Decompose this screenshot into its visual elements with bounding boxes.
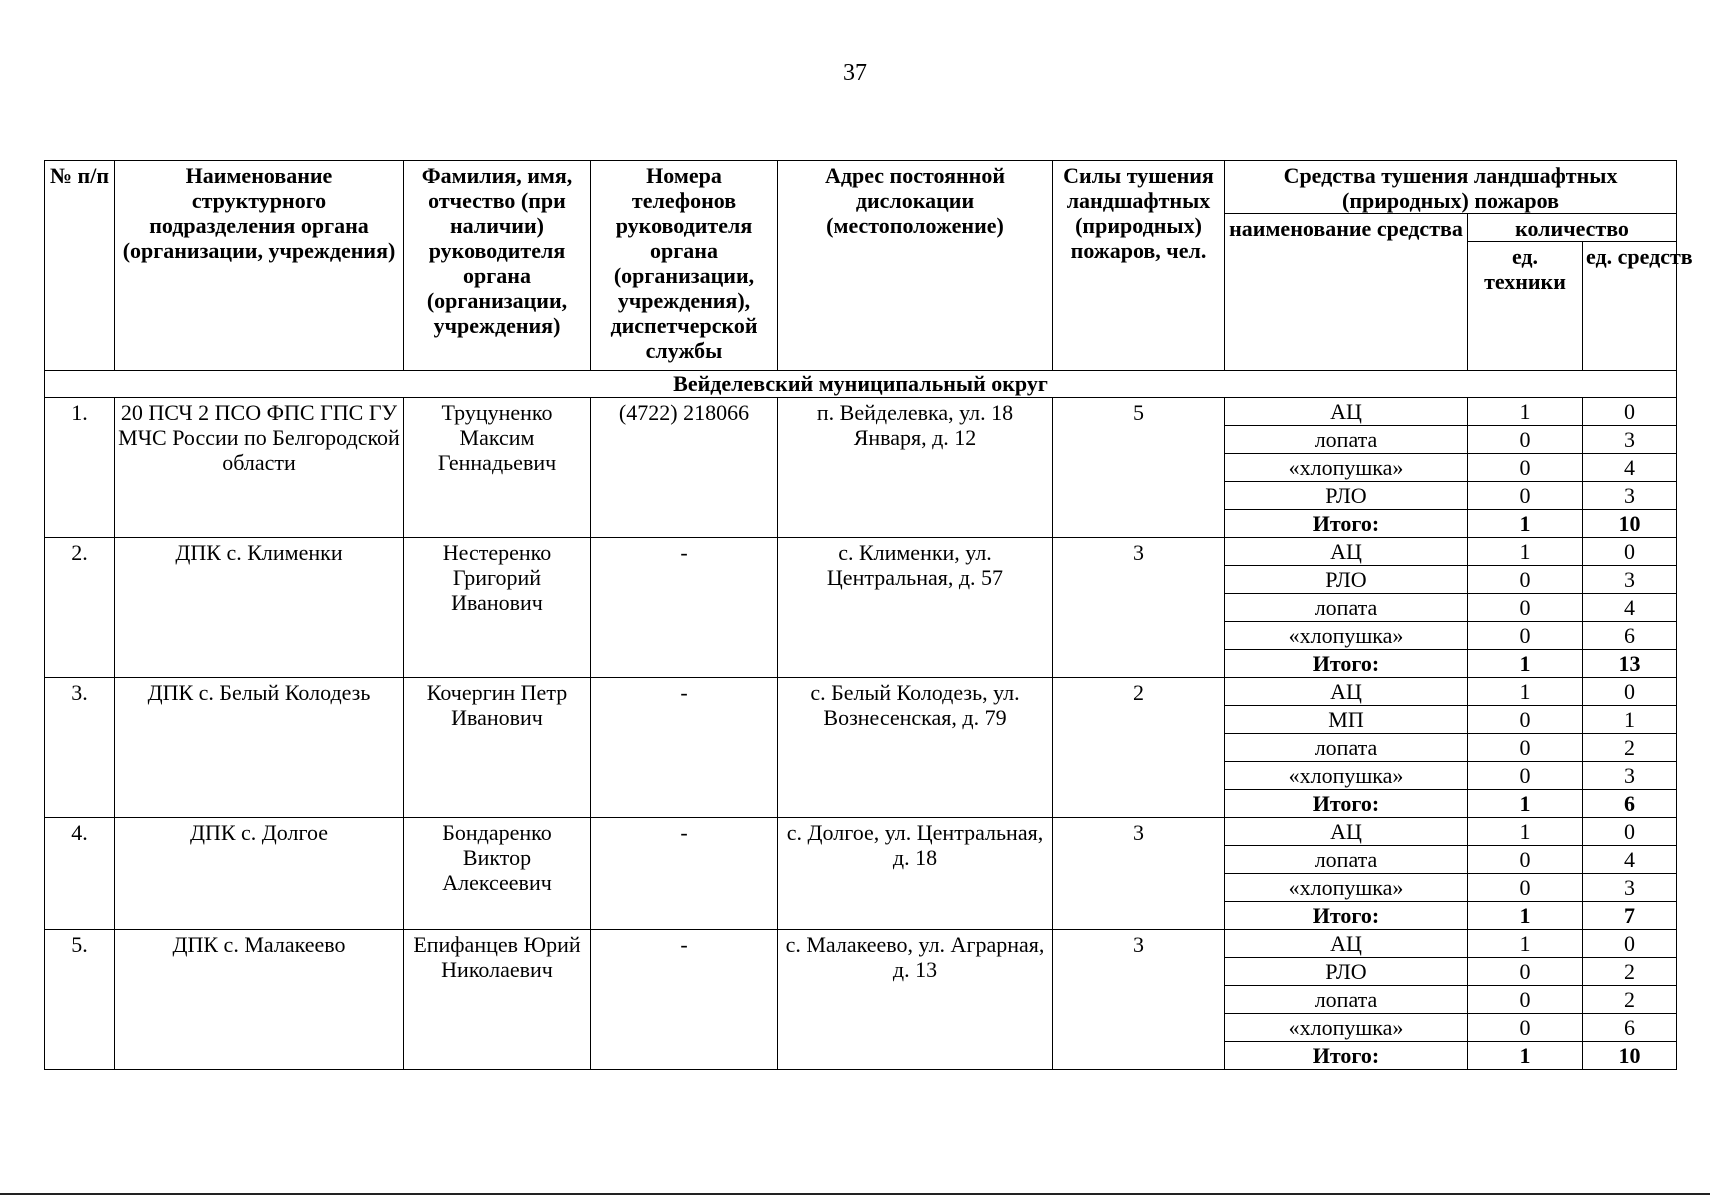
qty-sredstv: 6: [1583, 622, 1677, 650]
qty-tech: 0: [1468, 1014, 1583, 1042]
header-unit: Наименование структурного подразделения органа (организации, учреждения): [115, 161, 404, 371]
forces-count: 5: [1053, 398, 1225, 538]
means-name: «хлопушка»: [1225, 1014, 1468, 1042]
header-num: № п/п: [45, 161, 115, 371]
means-name: АЦ: [1225, 678, 1468, 706]
qty-tech: 0: [1468, 846, 1583, 874]
bottom-rule: [0, 1193, 1710, 1195]
table-row: [45, 930, 1677, 958]
head-name: Бондаренко Виктор Алексеевич: [404, 818, 591, 930]
qty-tech: 0: [1468, 482, 1583, 510]
phone: -: [591, 930, 778, 1070]
qty-tech: 0: [1468, 566, 1583, 594]
qty-tech: 1: [1468, 678, 1583, 706]
total-qty-tech: 1: [1468, 650, 1583, 678]
total-qty-sredstv: 10: [1583, 1042, 1677, 1070]
header-head-name: Фамилия, имя, отчество (при наличии) руководителя органа (организации, учреждения): [404, 161, 591, 371]
qty-sredstv: 0: [1583, 398, 1677, 426]
qty-sredstv: 4: [1583, 454, 1677, 482]
qty-tech: 0: [1468, 594, 1583, 622]
qty-sredstv: 4: [1583, 846, 1677, 874]
qty-tech: 0: [1468, 874, 1583, 902]
qty-tech: 1: [1468, 818, 1583, 846]
means-name: «хлопушка»: [1225, 762, 1468, 790]
qty-sredstv: 0: [1583, 538, 1677, 566]
address: с. Клименки, ул. Центральная, д. 57: [778, 538, 1053, 678]
qty-tech: 0: [1468, 762, 1583, 790]
means-name: АЦ: [1225, 538, 1468, 566]
head-name: Труцуненко Максим Геннадьевич: [404, 398, 591, 538]
address: с. Долгое, ул. Центральная, д. 18: [778, 818, 1053, 930]
means-name: «хлопушка»: [1225, 622, 1468, 650]
address: с. Белый Колодезь, ул. Вознесенская, д. 79: [778, 678, 1053, 818]
total-qty-tech: 1: [1468, 510, 1583, 538]
total-qty-sredstv: 13: [1583, 650, 1677, 678]
table-row: [45, 538, 1677, 566]
row-num: 1.: [45, 398, 115, 538]
unit-name: 20 ПСЧ 2 ПСО ФПС ГПС ГУ МЧС России по Белгородской области: [115, 398, 404, 538]
qty-sredstv: 3: [1583, 762, 1677, 790]
row-num: 4.: [45, 818, 115, 930]
qty-tech: 1: [1468, 930, 1583, 958]
means-name: РЛО: [1225, 482, 1468, 510]
qty-sredstv: 0: [1583, 930, 1677, 958]
head-name: Кочергин Петр Иванович: [404, 678, 591, 818]
means-name: АЦ: [1225, 398, 1468, 426]
total-qty-sredstv: 7: [1583, 902, 1677, 930]
total-label: Итого:: [1225, 1042, 1468, 1070]
total-label: Итого:: [1225, 790, 1468, 818]
means-name: АЦ: [1225, 818, 1468, 846]
phone: -: [591, 678, 778, 818]
qty-tech: 0: [1468, 622, 1583, 650]
row-num: 2.: [45, 538, 115, 678]
row-num: 5.: [45, 930, 115, 1070]
header-qty-tech: ед. техники: [1468, 242, 1583, 371]
unit-name: ДПК с. Белый Колодезь: [115, 678, 404, 818]
table-row: [45, 398, 1677, 426]
address: п. Вейделевка, ул. 18 Января, д. 12: [778, 398, 1053, 538]
qty-sredstv: 4: [1583, 594, 1677, 622]
means-name: лопата: [1225, 426, 1468, 454]
total-label: Итого:: [1225, 650, 1468, 678]
qty-sredstv: 2: [1583, 986, 1677, 1014]
qty-sredstv: 3: [1583, 482, 1677, 510]
means-name: «хлопушка»: [1225, 454, 1468, 482]
page-number: 37: [843, 60, 867, 86]
qty-tech: 0: [1468, 454, 1583, 482]
table-row: [45, 818, 1677, 846]
qty-sredstv: 0: [1583, 818, 1677, 846]
table-header: [45, 161, 1693, 371]
qty-sredstv: 2: [1583, 958, 1677, 986]
qty-tech: 1: [1468, 398, 1583, 426]
header-quantity: количество: [1468, 214, 1677, 242]
means-name: лопата: [1225, 986, 1468, 1014]
total-label: Итого:: [1225, 510, 1468, 538]
total-qty-tech: 1: [1468, 790, 1583, 818]
qty-tech: 0: [1468, 426, 1583, 454]
unit-name: ДПК с. Малакеево: [115, 930, 404, 1070]
qty-sredstv: 0: [1583, 678, 1677, 706]
phone: (4722) 218066: [591, 398, 778, 538]
row-num: 3.: [45, 678, 115, 818]
qty-tech: 0: [1468, 958, 1583, 986]
qty-sredstv: 2: [1583, 734, 1677, 762]
means-name: лопата: [1225, 734, 1468, 762]
means-name: лопата: [1225, 594, 1468, 622]
forces-count: 3: [1053, 538, 1225, 678]
header-means: Средства тушения ландшафтных (природных) пожаров: [1225, 161, 1677, 214]
qty-sredstv: 1: [1583, 706, 1677, 734]
header-qty-sredstv: ед. средств: [1583, 242, 1677, 371]
qty-sredstv: 3: [1583, 426, 1677, 454]
qty-sredstv: 6: [1583, 1014, 1677, 1042]
head-name: Епифанцев Юрий Николаевич: [404, 930, 591, 1070]
qty-tech: 1: [1468, 538, 1583, 566]
means-name: АЦ: [1225, 930, 1468, 958]
qty-sredstv: 3: [1583, 566, 1677, 594]
means-name: РЛО: [1225, 958, 1468, 986]
qty-tech: 0: [1468, 986, 1583, 1014]
total-qty-tech: 1: [1468, 902, 1583, 930]
header-means-name: наименование средства: [1225, 214, 1468, 371]
means-name: РЛО: [1225, 566, 1468, 594]
total-qty-sredstv: 6: [1583, 790, 1677, 818]
total-label: Итого:: [1225, 902, 1468, 930]
means-name: МП: [1225, 706, 1468, 734]
qty-sredstv: 3: [1583, 874, 1677, 902]
phone: -: [591, 818, 778, 930]
total-qty-tech: 1: [1468, 1042, 1583, 1070]
header-forces: Силы тушения ландшафтных (природных) пожаров, чел.: [1053, 161, 1225, 371]
forces-count: 3: [1053, 930, 1225, 1070]
means-name: «хлопушка»: [1225, 874, 1468, 902]
phone: -: [591, 538, 778, 678]
total-qty-sredstv: 10: [1583, 510, 1677, 538]
resources-table: [44, 160, 1693, 1070]
section-row: [45, 371, 1677, 398]
section-title: Вейделевский муниципальный округ: [45, 371, 1677, 398]
table-body: [45, 371, 1677, 1070]
unit-name: ДПК с. Долгое: [115, 818, 404, 930]
forces-count: 3: [1053, 818, 1225, 930]
address: с. Малакеево, ул. Аграрная, д. 13: [778, 930, 1053, 1070]
means-name: лопата: [1225, 846, 1468, 874]
head-name: Нестеренко Григорий Иванович: [404, 538, 591, 678]
header-address: Адрес постоянной дислокации (местоположение): [778, 161, 1053, 371]
qty-tech: 0: [1468, 734, 1583, 762]
header-phones: Номера телефонов руководителя органа (организации, учреждения), диспетчерской службы: [591, 161, 778, 371]
table-row: [45, 678, 1677, 706]
forces-count: 2: [1053, 678, 1225, 818]
unit-name: ДПК с. Клименки: [115, 538, 404, 678]
qty-tech: 0: [1468, 706, 1583, 734]
